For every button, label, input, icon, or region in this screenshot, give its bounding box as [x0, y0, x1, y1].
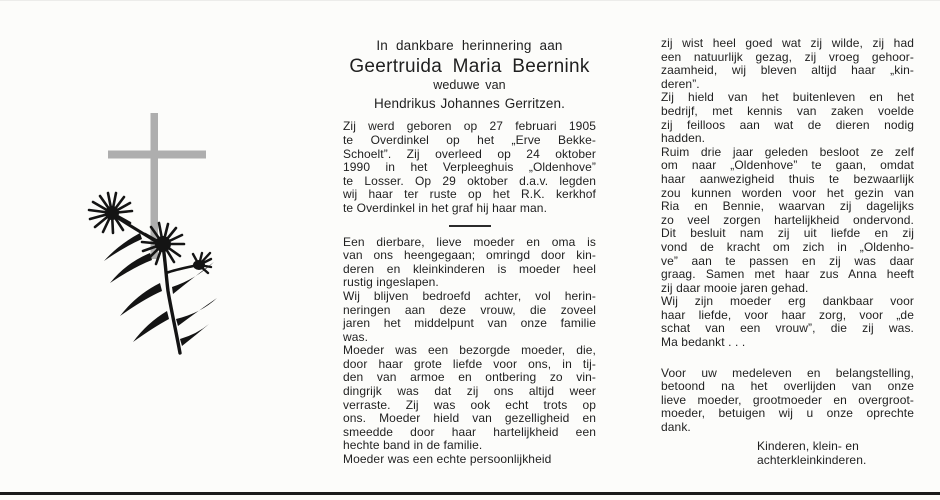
text-line: om naar „Oldenhove” te gaan, omdat: [661, 158, 914, 173]
text-line: zo veel zorgen hartelijkheid ondervond.: [661, 212, 914, 227]
text-line: Moeder was een bezorgde moeder, die,: [343, 343, 596, 358]
inner-right-page: [661, 37, 914, 467]
text-line: dank.: [661, 420, 691, 435]
text-line: jaren het middelpunt van onze familie: [343, 316, 596, 331]
bottom-edge-rule: [0, 492, 940, 495]
text-line: Voor uw medeleven en belangstelling,: [661, 365, 914, 380]
memorial-paragraph: [661, 146, 914, 296]
text-line: lieve moeder, grootmoeder en overgroot-: [661, 392, 914, 407]
text-line: zij daar mooie jaren gehad.: [661, 280, 809, 295]
text-line: bedrijf, met kennis van zaken voelde: [661, 103, 914, 118]
text-line: zij wist heel goed wat zij wilde, zij had: [661, 36, 914, 50]
text-line: smeedde door haar hartelijkheid een: [343, 424, 596, 439]
text-line: graag. Samen met haar zus Anna heeft: [661, 267, 914, 282]
text-line: moeder, betuigen wij u onze oprechte: [661, 406, 914, 421]
text-line: schat van een vrouw”, die zij was.: [661, 321, 914, 336]
text-line: Ruim drie jaar geleden besloot ze zelf: [661, 144, 914, 159]
memorial-paragraph: [661, 37, 914, 91]
text-line: Moeder was een echte persoonlijkheid: [343, 452, 552, 467]
text-line: Wij zijn moeder erg dankbaar voor: [661, 294, 914, 309]
text-line: hadden.: [661, 131, 706, 146]
text-line: vond de kracht om zich in „Oldenho-: [661, 239, 914, 254]
text-line: 1990 in het Verpleeghuis „Oldenhove”: [343, 160, 596, 175]
text-line: ons. Moeder hield van gezelligheid en: [343, 411, 596, 426]
acknowledgement-paragraph: [661, 367, 914, 435]
memorial-paragraph: [343, 453, 596, 467]
text-line: dingrijk was dat zij ons altijd weer: [343, 384, 596, 399]
memorial-paragraph: [661, 295, 914, 349]
memorial-paragraph: [343, 344, 596, 453]
text-line: Zij hield van het buitenleven en het: [661, 90, 914, 105]
text-line: Zij werd geboren op 27 februari 1905: [343, 119, 596, 134]
intro-line: In dankbare herinnering aan: [376, 38, 563, 53]
text-line: Schoelt”. Zij overleed op 24 oktober: [343, 146, 596, 161]
text-line: den van armoe en ontbering zo vin-: [343, 370, 596, 385]
text-line: ve” aan te passen en zij was daar: [661, 253, 914, 268]
text-line: haar aanwezigheid thuis te bezwaarlijk: [661, 171, 914, 186]
text-line: Een dierbare, lieve moeder en oma is: [343, 234, 596, 249]
text-line: haar liefde, voor haar zorg, voor „de: [661, 307, 914, 322]
text-line: rustig ingeslapen.: [343, 275, 439, 290]
relation-line: weduwe van: [433, 78, 506, 93]
text-line: Dit besluit nam zij uit liefde en zij: [661, 226, 914, 241]
text-line: te Overdinkel in het graf hij haar man.: [343, 200, 548, 215]
text-line: door haar grote liefde voor ons, in tij-: [343, 356, 596, 371]
text-line: van ons heengegaan; omringd door kin-: [343, 248, 596, 263]
paragraph-gap: [661, 350, 914, 367]
life-dates-paragraph: [343, 120, 596, 215]
text-line: betoond na het overlijden van onze: [661, 379, 914, 394]
section-divider-rule: [449, 225, 491, 227]
text-line: hechte band in de familie.: [343, 438, 483, 453]
text-line: verraste. Zij was ook echt trots op: [343, 397, 596, 412]
memorial-paragraph: [343, 236, 596, 290]
text-line: zaamheid, wij bleven altijd haar „kin-: [661, 63, 914, 78]
text-line: wij haar ter ruste op het R.K. kerkhof: [343, 187, 596, 202]
inner-left-page: [343, 39, 596, 467]
text-line: was.: [343, 329, 369, 344]
text-line: te Overdinkel op het „Erve Bekke-: [343, 132, 596, 147]
signature-block: [661, 439, 914, 467]
text-line: zou kunnen worden voor het gezin van: [661, 185, 914, 200]
text-line: Ria en Bennie, waarvan zij dagelijks: [661, 199, 914, 214]
memorial-paragraph: [661, 91, 914, 145]
text-line: Ma bedankt . . .: [661, 335, 746, 350]
text-line: Wij blijven bedroefd achter, vol herin-: [343, 288, 596, 303]
text-line: deren en kleinkinderen is moeder heel: [343, 261, 596, 276]
signature-line: Kinderen, klein- en: [757, 438, 859, 453]
text-line: deren”.: [661, 76, 700, 91]
signature-line: achterkleinkinderen.: [757, 452, 867, 467]
text-line: te Losser. Op 29 oktober d.a.v. legden: [343, 173, 596, 188]
memorial-paragraph: [343, 290, 596, 344]
deceased-name: Geertruida Maria Beernink: [349, 55, 590, 77]
memorial-artwork: [0, 1, 335, 491]
text-line: neringen aan deze vrouw, die zoveel: [343, 302, 596, 317]
husband-name: Hendrikus Johannes Gerritzen.: [374, 95, 565, 111]
text-line: zij feilloos aan wat de dieren nodig: [661, 117, 914, 132]
text-line: een natuurlijk gezag, zij vroeg gehoor-: [661, 49, 914, 64]
artwork-canvas: [0, 1, 335, 491]
